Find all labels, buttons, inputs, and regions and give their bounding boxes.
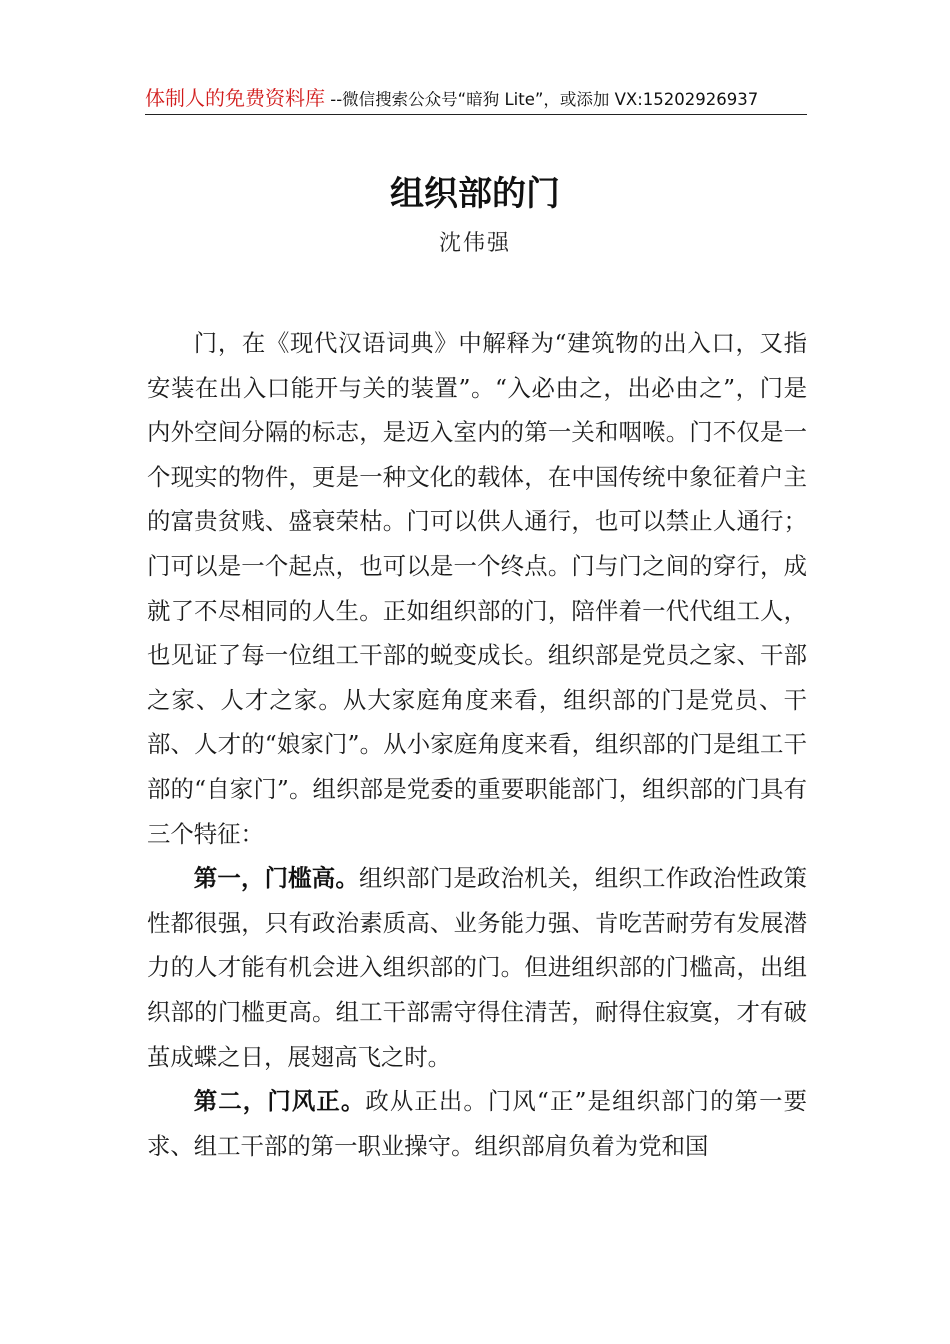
document-title: 组织部的门 <box>390 174 560 214</box>
document-body <box>147 321 807 1168</box>
header-brand: 体制人的免费资料库 <box>145 86 325 110</box>
paragraph-intro <box>147 321 807 856</box>
paragraph-text: 政从正出。门风“正”是组织部门的第一要求、组工干部的第一职业操守。组织部肩负着为党和国 <box>147 1087 808 1160</box>
paragraph-lead: 第一，门槛高。 <box>193 864 359 893</box>
document-author: 沈伟强 <box>438 231 511 256</box>
paragraph-text: 门，在《现代汉语词典》中解释为“建筑物的出入口，又指安装在出入口能开与关的装置”。“入必由之，出必由之”，门是内外空间分隔的标志，是迈入室内的第一关和咽喉。门不仅是一个现实的物件，更是一种文化的载体，在中国传统中象征着户主的富贵贫贱、盛衰荣枯。门可以供人通行，也可以禁止人通行；门可以是一个起点，也可以是一个终点。门与门之间的穿行，成就了不尽相同的人生。正如组织部的门，陪伴着一代代组工人，也见证了每一位组工干部的蜕变成长。组织部是党员之家、干部之家、人才之家。从大家庭角度来看，组织部的门是党员、干部、人才的“娘家门”。从小家庭角度来看，组织部的门是组工干部的“自家门”。组织部是党委的重要职能部门，组织部的门具有三个特征： <box>147 329 807 848</box>
header-contact-info: --微信搜索公众号“暗狗 Lite”，或添加 VX:15202926937 <box>325 90 759 109</box>
page-header <box>145 82 807 115</box>
paragraph-first-feature <box>147 856 807 1079</box>
paragraph-second-feature <box>147 1079 807 1168</box>
paragraph-text: 组织部门是政治机关，组织工作政治性政策性都很强，只有政治素质高、业务能力强、肯吃苦耐劳有发展潜力的人才能有机会进入组织部的门。但进组织部的门槛高，出组织部的门槛更高。组工干部需守得住清苦，耐得住寂寞，才有破茧成蝶之日，展翅高飞之时。 <box>147 864 808 1071</box>
paragraph-lead: 第二，门风正。 <box>193 1087 366 1116</box>
